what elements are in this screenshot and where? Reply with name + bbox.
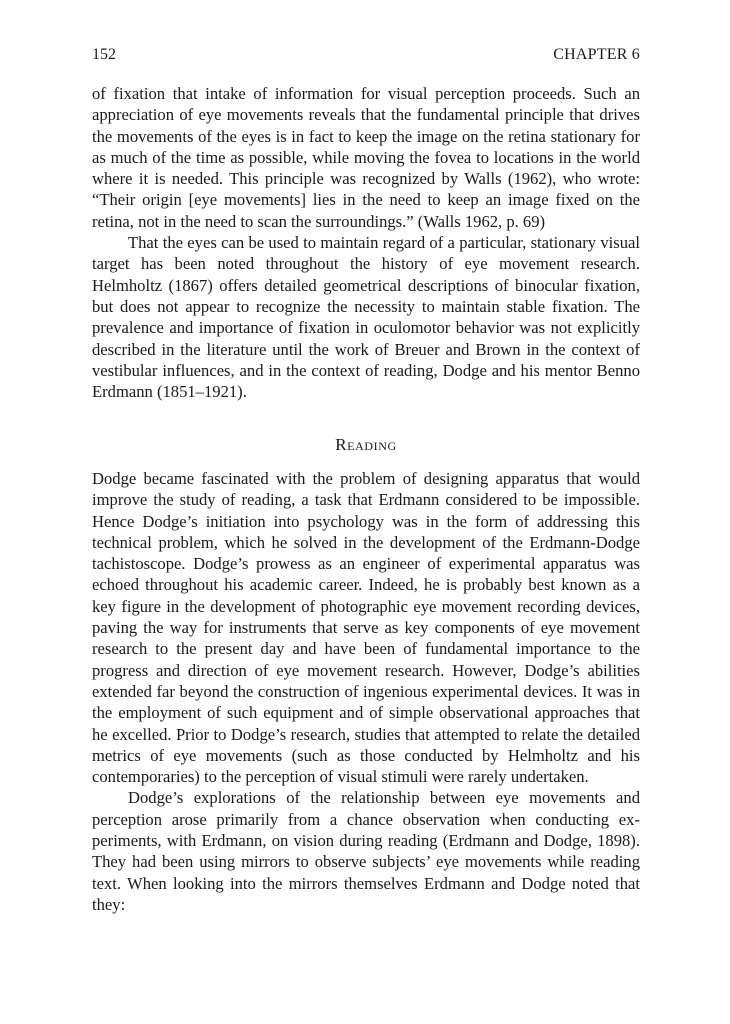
paragraph: Dodge became fascinated with the problem of designing apparatus that would improve the study of reading, a task that Erdmann considered to be impossible. Hence Dodge’s initiation into psychology was in the form of addressing this technical problem, which he solved in the development of the Erdmann-Dodge tachistoscope. Dodge’s prowess as an engineer of experimental apparatus was echoed throughout his academic career. Indeed, he is probably best known as a key figure in the development of photographic eye movement recording devices, paving the way for instruments that serve as key components of eye movement research to the present day and have been of fundamental importance to the progress and direction of eye movement research. However, Dodge’s abilities extended far beyond the construction of ingenious experimental devices. It was in the employment of such equipment and of simple observational approaches that he excelled. Prior to Dodge’s research, studies that attempted to relate the detailed metrics of eye movements (such as those conducted by Helmholtz and his contemporaries) to the perception of visual stimuli were rarely undertaken. [92,469,640,787]
running-header [92,46,640,68]
chapter-title: CHAPTER 6 [553,46,640,63]
paragraph: of fixation that intake of information for visual perception proceeds. Such an appreciation of eye movements reveals that the fundamental principle that drives the movements of the eyes is in fact to keep the image on the retina stationary for as much of the time as possible, while moving the fovea to locations in the world where it is needed. This principle was recognized by Walls (1962), who wrote: “Their origin [eye movements] lies in the need to keep an image fixed on the retina, not in the need to scan the surroundings.” (Walls 1962, p. 69) [92,84,640,231]
text-block-before-heading [92,83,640,402]
paragraph: That the eyes can be used to maintain regard of a particular, stationary visual target has been noted throughout the history of eye movement research. Helmholtz (1867) offers detailed geometrical descriptions of binocular fixation, but does not appear to recognize the necessity to maintain stable fixation. The prevalence and importance of fixation in oculomotor behavior was not explicitly described in the literature until the work of Breuer and Brown in the context of vestibular influences, and in the context of reading, Dodge and his mentor Benno Erdmann (1851–1921). [92,233,640,402]
text-block-after-heading [92,468,640,915]
paragraph: Dodge’s explorations of the relationship between eye movements and perception arose primarily from a chance observation when conducting experiments, with Erdmann, on vision during reading (Erdmann and Dodge, 1898). They had been using mirrors to observe subjects’ eye movements while reading text. When looking into the mirrors themselves Erdmann and Dodge noted that they: [92,788,640,914]
page-number: 152 [92,46,116,63]
section-heading: Reading [335,435,397,454]
